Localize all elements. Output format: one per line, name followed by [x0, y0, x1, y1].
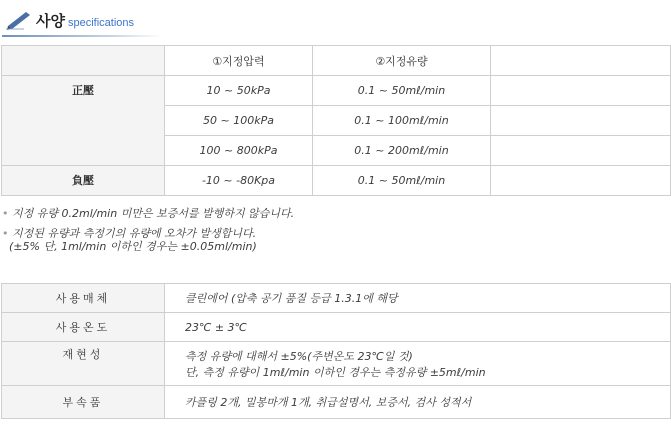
- flow-cell: 0.1 ~ 200mℓ/min: [313, 136, 491, 166]
- note-text: (±5% 단, 1ml/min 이하인 경우는 ±0.05ml/min): [9, 240, 257, 253]
- col-header-flow: ②지정유량: [313, 46, 491, 76]
- bullet-icon: •: [2, 207, 9, 220]
- table-row: [2, 284, 671, 313]
- flow-cell: 0.1 ~ 100mℓ/min: [313, 106, 491, 136]
- empty-cell: [491, 76, 671, 106]
- title-underline: [2, 35, 162, 37]
- flow-cell: 0.1 ~ 50mℓ/min: [313, 166, 491, 196]
- note-text: 지정된 유량과 측정기의 유량에 오차가 발생합니다.: [12, 227, 257, 240]
- section-header: [0, 0, 671, 40]
- accessories-label: 부속품: [2, 386, 165, 419]
- col-header-empty: [491, 46, 671, 76]
- note-text: 지정 유량 0.2ml/min 미만은 보증서를 발행하지 않습니다.: [12, 207, 295, 220]
- table-row: [2, 313, 671, 342]
- repro-value: [165, 342, 671, 386]
- accessories-value: 카플링 2개, 밀봉마개 1개, 취급설명서, 보증서, 검사 성적서: [165, 386, 671, 419]
- note-tolerance: [9, 238, 257, 254]
- temp-value: 23℃ ± 3℃: [165, 313, 671, 342]
- table-row: [2, 76, 671, 106]
- table-row: [2, 166, 671, 196]
- pressure-cell: 10 ~ 50kPa: [165, 76, 313, 106]
- empty-cell: [491, 166, 671, 196]
- pressure-cell: -10 ~ -80Kpa: [165, 166, 313, 196]
- flow-cell: 0.1 ~ 50mℓ/min: [313, 76, 491, 106]
- medium-label: 사용매체: [2, 284, 165, 313]
- usage-table: [1, 283, 671, 419]
- row-header-positive: 正壓: [2, 76, 165, 166]
- repro-line-2: 단, 측정 유량이 1mℓ/min 이하인 경우는 측정유량 ±5mℓ/min: [185, 365, 486, 379]
- empty-cell: [491, 106, 671, 136]
- table-row: [2, 386, 671, 419]
- table-row: [2, 342, 671, 386]
- temp-label: 사용온도: [2, 313, 165, 342]
- empty-cell: [491, 136, 671, 166]
- medium-value: 클린에어 (압축 공기 품질 등급 1.3.1에 해당: [165, 284, 671, 313]
- pressure-cell: 100 ~ 800kPa: [165, 136, 313, 166]
- col-header-pressure: ①지정압력: [165, 46, 313, 76]
- section-title: 사양: [36, 12, 65, 30]
- note-min-flow: [2, 205, 294, 221]
- bullet-icon: •: [2, 227, 9, 240]
- repro-line-1: 측정 유량에 대해서 ±5%(주변온도 23℃일 것): [185, 349, 413, 363]
- pencil-icon: [6, 8, 32, 30]
- corner-cell: [2, 46, 165, 76]
- spec-table: [1, 45, 671, 196]
- pressure-cell: 50 ~ 100kPa: [165, 106, 313, 136]
- section-subtitle: specifications: [68, 17, 135, 29]
- row-header-negative: 負壓: [2, 166, 165, 196]
- repro-label: 재현성: [2, 342, 165, 386]
- table-header-row: [2, 46, 671, 76]
